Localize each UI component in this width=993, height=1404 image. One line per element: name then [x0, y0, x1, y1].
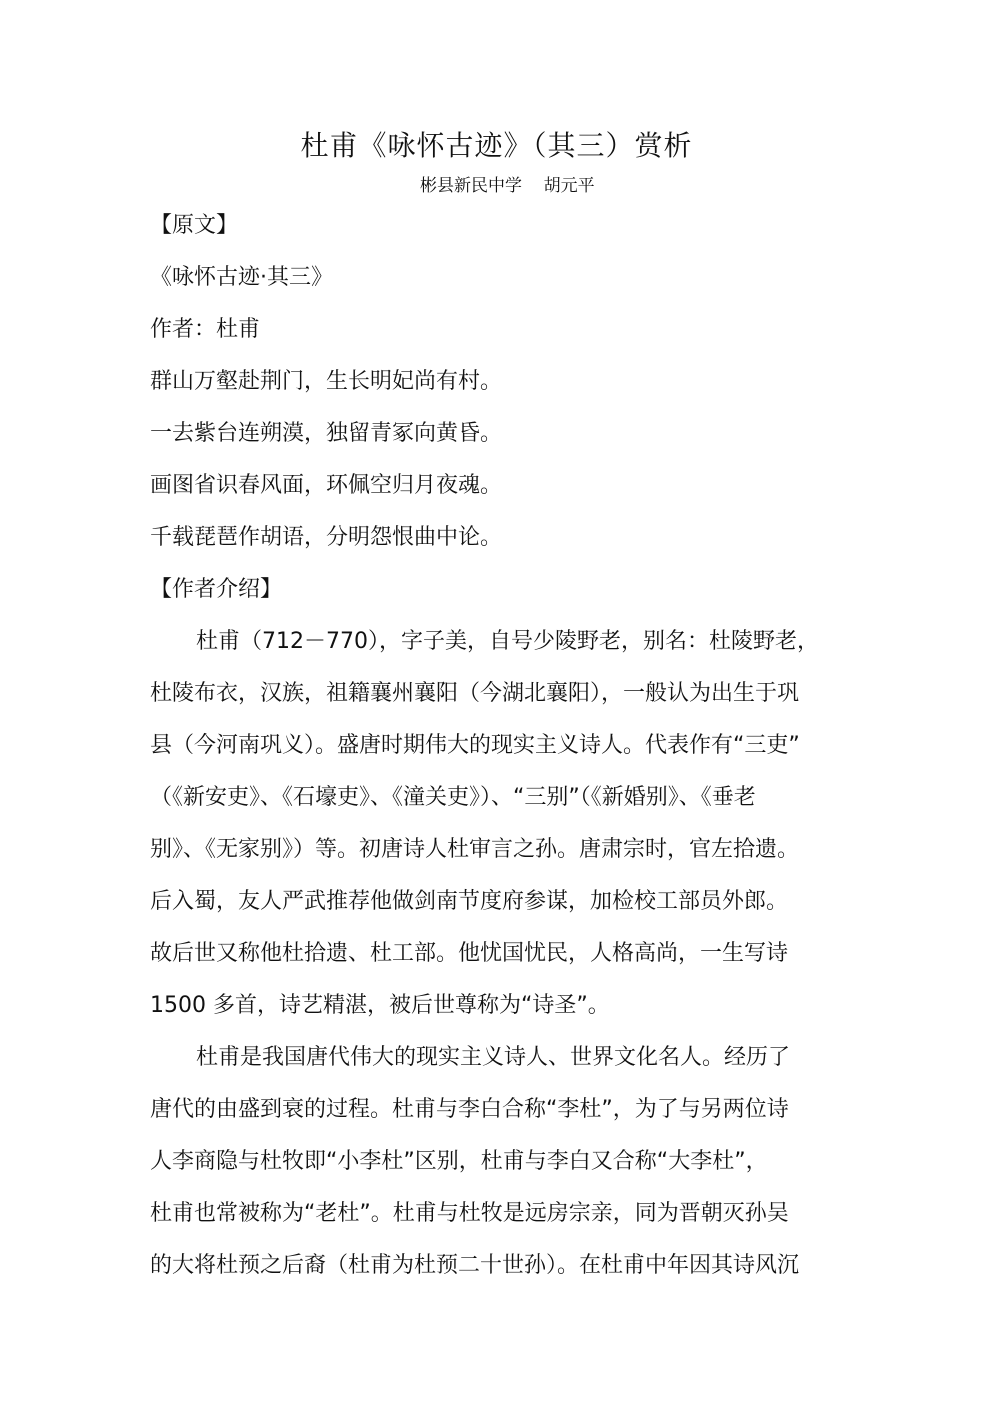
paragraph-line: （《新安吏》、《石壕吏》、《潼关吏》）、“三别”（《新婚别》、《垂老	[150, 785, 756, 810]
poem-title: 《咏怀古迹·其三》	[150, 265, 333, 290]
author-byline: 彬县新民中学 胡元平	[420, 176, 595, 196]
paragraph-line: 别》、《无家别》）等。初唐诗人杜审言之孙。唐肃宗时，官左拾遗。	[150, 837, 800, 862]
poem-line: 画图省识春风面，环佩空归月夜魂。	[150, 473, 503, 498]
poem-line: 一去紫台连朔漠，独留青冢向黄昏。	[150, 421, 503, 446]
section-heading-author: 【作者介绍】	[150, 577, 283, 602]
paragraph-line: 杜甫也常被称为“老杜”。杜甫与杜牧是远房宗亲，同为晋朝灭孙吴	[150, 1201, 789, 1226]
poem-author: 作者：杜甫	[150, 317, 261, 342]
paragraph-line: 唐代的由盛到衰的过程。杜甫与李白合称“李杜”，为了与另两位诗	[150, 1097, 789, 1122]
section-heading-original: 【原文】	[150, 213, 239, 238]
paragraph-line: 杜陵布衣，汉族，祖籍襄州襄阳（今湖北襄阳），一般认为出生于巩	[150, 681, 800, 706]
paragraph-line: 的大将杜预之后裔（杜甫为杜预二十世孙）。在杜甫中年因其诗风沉	[150, 1253, 800, 1278]
paragraph-line: 县（今河南巩义）。盛唐时期伟大的现实主义诗人。代表作有“三吏”	[150, 733, 800, 758]
poem-line: 群山万壑赴荆门，生长明妃尚有村。	[150, 369, 503, 394]
paragraph-line: 杜甫（712－770），字子美，自号少陵野老，别名：杜陵野老，	[196, 629, 819, 654]
paragraph-line: 1500 多首，诗艺精湛，被后世尊称为“诗圣”。	[150, 993, 610, 1018]
paragraph-line: 杜甫是我国唐代伟大的现实主义诗人、世界文化名人。经历了	[196, 1045, 791, 1070]
document-title: 杜甫《咏怀古迹》（其三）赏析	[300, 129, 693, 162]
paragraph-line: 后入蜀，友人严武推荐他做剑南节度府参谋，加检校工部员外郎。	[150, 889, 789, 914]
paragraph-line: 故后世又称他杜拾遗、杜工部。他忧国忧民，人格高尚，一生写诗	[150, 941, 789, 966]
poem-line: 千载琵琶作胡语，分明怨恨曲中论。	[150, 525, 503, 550]
paragraph-line: 人李商隐与杜牧即“小李杜”区别，杜甫与李白又合称“大李杜”，	[150, 1149, 768, 1174]
